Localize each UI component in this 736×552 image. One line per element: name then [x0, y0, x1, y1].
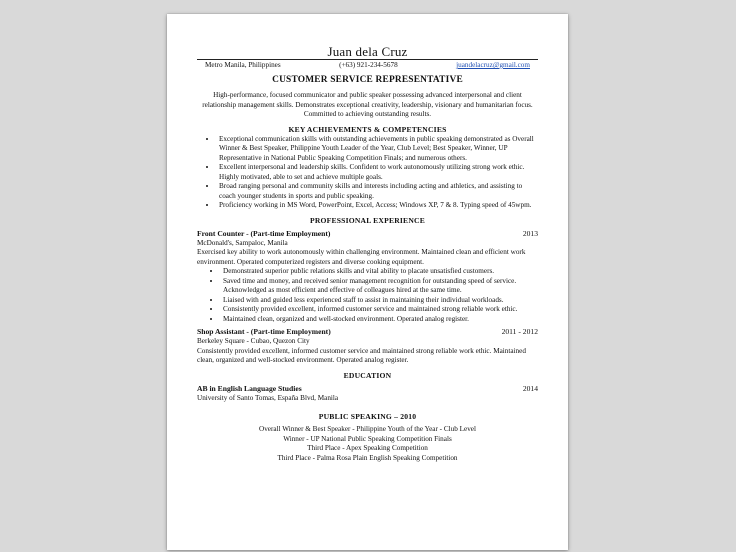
list-item: • Consistently provided excellent, informed customer service and maintained strong reliable work ethic.	[221, 305, 534, 315]
list-item: Third Place - Palma Rosa Plain English Speaking Competition	[277, 453, 458, 462]
experience-heading: PROFESSIONAL EXPERIENCE	[310, 215, 425, 225]
job-years: 2013	[522, 228, 538, 238]
job-description: Consistently provided excellent, informed customer service and maintained strong reliable work ethic. Maintained clean, organized and well-stocked environment. Operated analog register.	[197, 346, 526, 364]
achievements-list	[197, 135, 538, 211]
list-item: • Demonstrated superior public relations skills and vital ability to placate unsatisfied customers.	[221, 267, 534, 277]
summary-paragraph: High-performance, focused communicator and public speaker possessing advanced interpersonal and client relationship management skills. Demonstrates exceptional creativity, leadership, visionary and humanitarian focus. Committed to achieving outstanding results.	[202, 91, 533, 118]
education-header	[197, 384, 538, 394]
list-item: • Maintained clean, organized and well-stocked environment. Operated analog register.	[221, 315, 534, 325]
resume-page	[167, 14, 568, 550]
job-location: Berkeley Square - Cubao, Quezon City	[197, 337, 310, 345]
job-role: Shop Assistant - (Part-time Employment)	[197, 327, 331, 336]
achievements-heading: KEY ACHIEVEMENTS & COMPETENCIES	[288, 124, 447, 134]
job-header	[197, 229, 538, 239]
list-item: • Broad ranging personal and community skills and interests including acting and athletics, and assisting to coach younger students in sports and public speaking.	[217, 182, 534, 201]
speaking-heading: PUBLIC SPEAKING – 2010	[318, 412, 417, 421]
school-name: University of Santo Tomas, España Blvd, Manila	[197, 393, 339, 402]
education-year: 2014	[522, 383, 538, 393]
job-years: 2011 - 2012	[501, 327, 538, 336]
list-item: Third Place - Apex Speaking Competition	[307, 444, 428, 452]
job-location: McDonald's, Sampaloc, Manila	[197, 238, 288, 247]
degree-name: AB in English Language Studies	[197, 383, 302, 393]
job-header	[197, 327, 538, 337]
list-item: • Excellent interpersonal and leadership skills. Confident to work autonomously utilizing strong work ethic. Highly motivated, able to set and achieve multiple goals.	[217, 163, 534, 182]
list-item: • Proficiency working in MS Word, PowerPoint, Excel, Access; Windows XP, 7 & 8. Typing speed of 45wpm.	[217, 201, 534, 211]
list-item: • Saved time and money, and received senior management recognition for outstanding speed of service. Acknowledged as most efficient and effective of colleagues hired at the same time.	[221, 277, 534, 296]
job-title: CUSTOMER SERVICE REPRESENTATIVE	[272, 75, 463, 85]
speaking-list	[197, 425, 538, 463]
location-text: Metro Manila, Philippines	[205, 61, 281, 69]
resume-content	[197, 44, 538, 463]
contact-line	[197, 59, 538, 70]
email-link[interactable]: juandelacruz@gmail.com	[456, 61, 530, 69]
applicant-name: Juan dela Cruz	[327, 44, 408, 59]
list-item: • Exceptional communication skills with outstanding achievements in public speaking demonstrated as Overall Winner & Best Speaker, Philippine Youth Leader of the Year, Club Level; Best Speaker, Winner, UP Representative in National Public Speaking Competition Finals; and numerous others.	[217, 135, 534, 164]
job-bullets	[197, 267, 538, 324]
jobs-list	[197, 229, 538, 366]
phone-text: (+63) 921-234-5678	[339, 61, 398, 69]
list-item: • Liaised with and guided less experienced staff to assist in maintaining their individual workloads.	[221, 296, 534, 306]
education-heading: EDUCATION	[343, 370, 392, 380]
job-description: Exercised key ability to work autonomously within challenging environment. Maintained clean and efficient work environment. Operated computerized registers and diverse cooking equipment.	[197, 248, 526, 266]
list-item: Winner - UP National Public Speaking Competition Finals	[283, 434, 452, 443]
job-role: Front Counter - (Part-time Employment)	[197, 228, 331, 238]
list-item: Overall Winner & Best Speaker - Philippine Youth of the Year - Club Level	[259, 425, 476, 433]
